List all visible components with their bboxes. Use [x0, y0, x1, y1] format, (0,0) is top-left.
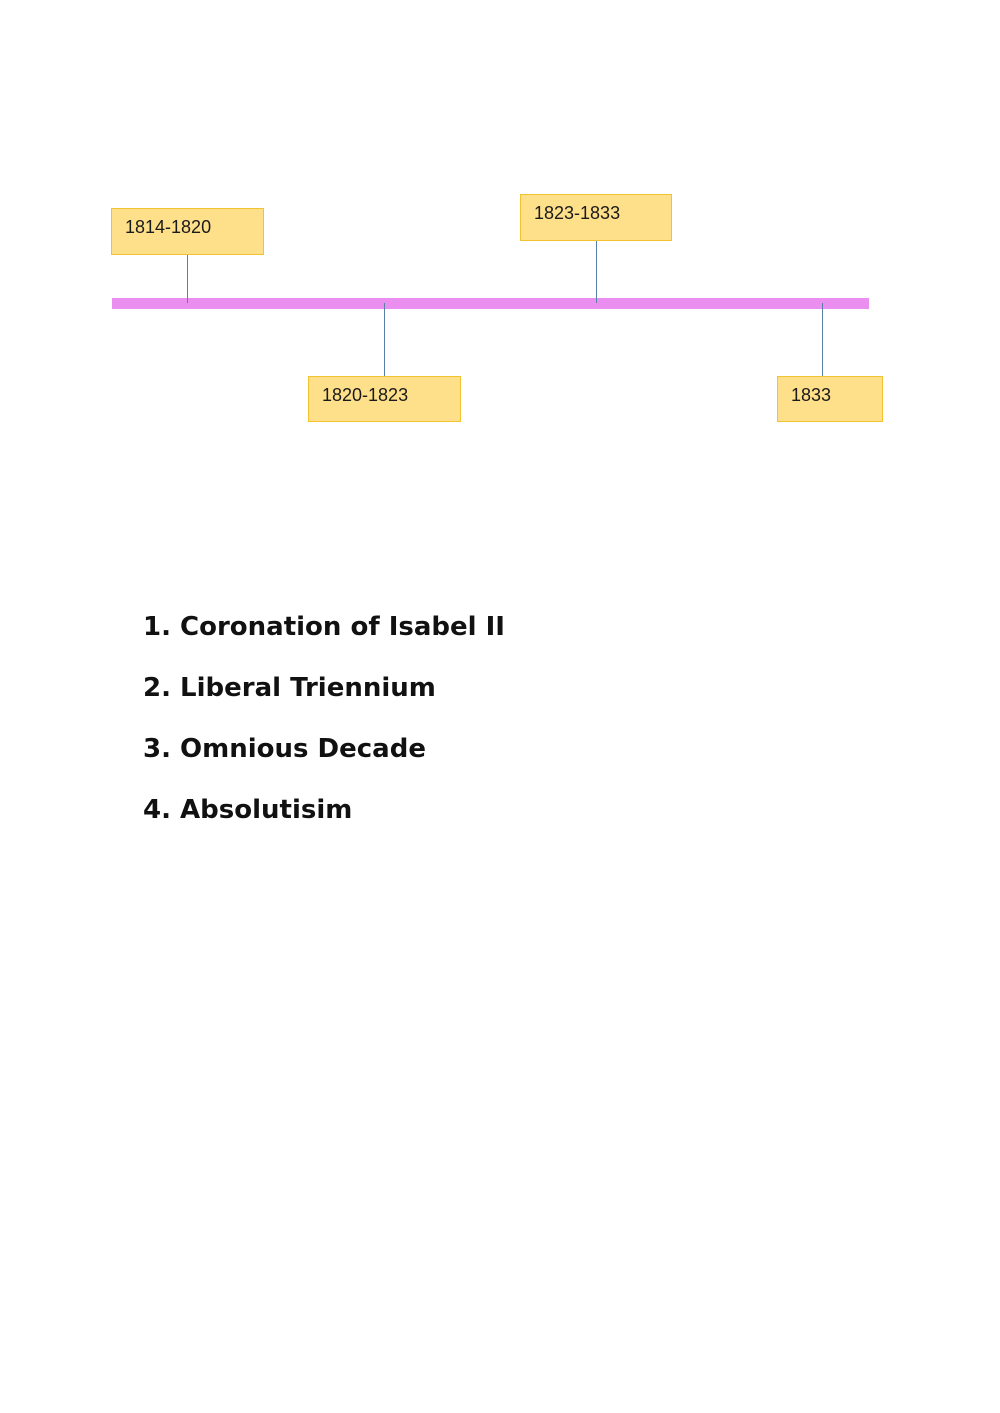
- list-item: [143, 789, 505, 850]
- item-label: Omnious Decade: [180, 734, 426, 764]
- connector-1814-1820: [187, 255, 188, 303]
- connector-1823-1833: [596, 241, 597, 303]
- date-box-1814-1820: 1814-1820: [111, 208, 264, 255]
- item-label: Liberal Triennium: [180, 673, 436, 703]
- list-item: [143, 606, 505, 667]
- date-box-1833: 1833: [777, 376, 883, 422]
- connector-1820-1823: [384, 303, 385, 376]
- list-item: [143, 728, 505, 789]
- date-box-1820-1823: 1820-1823: [308, 376, 461, 422]
- connector-1833: [822, 303, 823, 376]
- item-label: Coronation of Isabel II: [180, 612, 505, 642]
- item-number: 3.: [143, 734, 171, 764]
- timeline-bar: [112, 298, 869, 309]
- item-number: 2.: [143, 673, 171, 703]
- item-label: Absolutisim: [180, 795, 353, 825]
- list-item: [143, 667, 505, 728]
- event-list: [143, 606, 505, 850]
- item-number: 1.: [143, 612, 171, 642]
- item-number: 4.: [143, 795, 171, 825]
- date-box-1823-1833: 1823-1833: [520, 194, 672, 241]
